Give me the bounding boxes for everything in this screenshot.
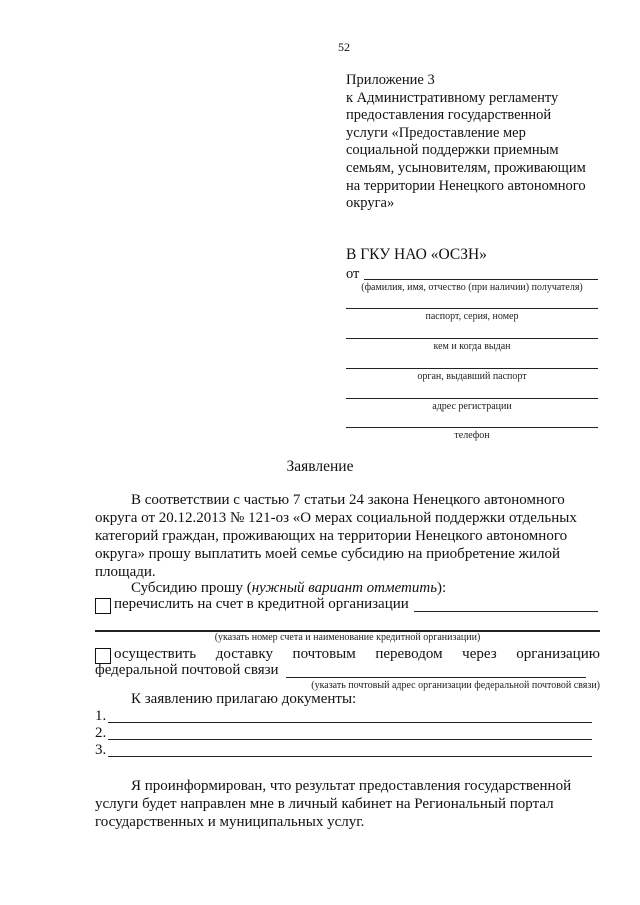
option-postal-word: доставку: [215, 646, 273, 662]
from-label: от: [346, 266, 360, 282]
option-postal-line2: федеральной почтовой связи: [95, 662, 279, 678]
field-hint-name: (фамилия, имя, отчество (при наличии) получателя): [361, 282, 583, 293]
field-hint-issued: кем и когда выдан: [433, 341, 511, 352]
option-transfer-label: перечислить на счет в кредитной организации: [114, 596, 409, 612]
document-item-field-3[interactable]: [108, 756, 592, 757]
intro-paragraph: [95, 491, 600, 581]
notice-line: Я проинформирован, что результат предоставления государственной: [131, 778, 572, 794]
appendix-line: Приложение 3: [346, 72, 435, 88]
intro-text: В соответствии с частью 7 статьи 24 закона Ненецкого автономного: [131, 492, 565, 508]
addressee-to: В ГКУ НАО «ОСЗН»: [346, 246, 487, 263]
document-item-number: 3.: [95, 742, 107, 758]
from-name-field[interactable]: [364, 279, 598, 280]
intro-line: округа» прошу выплатить моей семье субсидию на приобретение жилой: [95, 546, 561, 562]
options-heading-prefix: Субсидию прошу (: [131, 580, 252, 596]
option-postal-word: осуществить: [114, 646, 197, 662]
issuing-authority-field[interactable]: [346, 368, 598, 369]
options-heading-italic: нужный вариант отметить: [251, 580, 438, 596]
field-hint-authority: орган, выдавший паспорт: [417, 371, 527, 382]
option-postal-word: переводом: [375, 646, 443, 662]
appendix-line: предоставления государственной: [346, 107, 552, 124]
registration-address-field[interactable]: [346, 398, 598, 399]
account-details-hint: (указать номер счета и наименование кредитной организации): [214, 632, 481, 643]
document-item-number: 1.: [95, 708, 107, 724]
postal-address-hint: (указать почтовый адрес организации федеральной почтовой связи): [311, 680, 600, 691]
option-transfer-inline-field[interactable]: [414, 611, 598, 612]
notice-line: услуги будет направлен мне в личный кабинет на Региональный портал: [95, 796, 554, 812]
appendix-line: округа»: [346, 195, 395, 212]
intro-line: [95, 491, 600, 509]
appendix-line: услуги «Предоставление мер: [346, 124, 526, 141]
issued-by-field[interactable]: [346, 338, 598, 339]
documents-heading: К заявлению прилагаю документы:: [131, 691, 357, 707]
appendix-header: [346, 72, 606, 213]
document-item-field-1[interactable]: [108, 722, 592, 723]
phone-field[interactable]: [346, 427, 598, 428]
page-number: 52: [338, 40, 350, 54]
option-postal-word: через: [462, 646, 497, 662]
intro-line: категорий граждан, проживающих на территории Ненецкого автономного: [95, 528, 568, 544]
intro-line: округа от 20.12.2013 № 121-оз «О мерах социальной поддержки отдельных: [95, 510, 577, 526]
postal-address-field[interactable]: [286, 677, 586, 678]
options-heading: [131, 580, 446, 597]
passport-field[interactable]: [346, 308, 598, 309]
field-hint-registration: адрес регистрации: [432, 401, 512, 412]
option-postal-line: [114, 646, 600, 663]
option-postal-word: почтовым: [292, 646, 356, 662]
notice-paragraph: [95, 777, 600, 831]
field-hint-phone: телефон: [454, 430, 490, 441]
document-title: Заявление: [286, 458, 354, 475]
appendix-line: семьям, усыновителям, проживающим: [346, 159, 586, 176]
field-hint-passport: паспорт, серия, номер: [425, 311, 519, 322]
appendix-line: к Административному регламенту: [346, 89, 559, 106]
intro-line: площади.: [95, 564, 156, 580]
document-item-number: 2.: [95, 725, 107, 741]
option-postal-word: организацию: [516, 646, 600, 662]
appendix-line: на территории Ненецкого автономного: [346, 177, 586, 194]
appendix-line: социальной поддержки приемным: [346, 142, 559, 159]
notice-line: государственных и муниципальных услуг.: [95, 814, 365, 830]
option-transfer-checkbox[interactable]: [95, 598, 111, 614]
options-heading-suffix: ):: [437, 580, 447, 596]
document-item-field-2[interactable]: [108, 739, 592, 740]
